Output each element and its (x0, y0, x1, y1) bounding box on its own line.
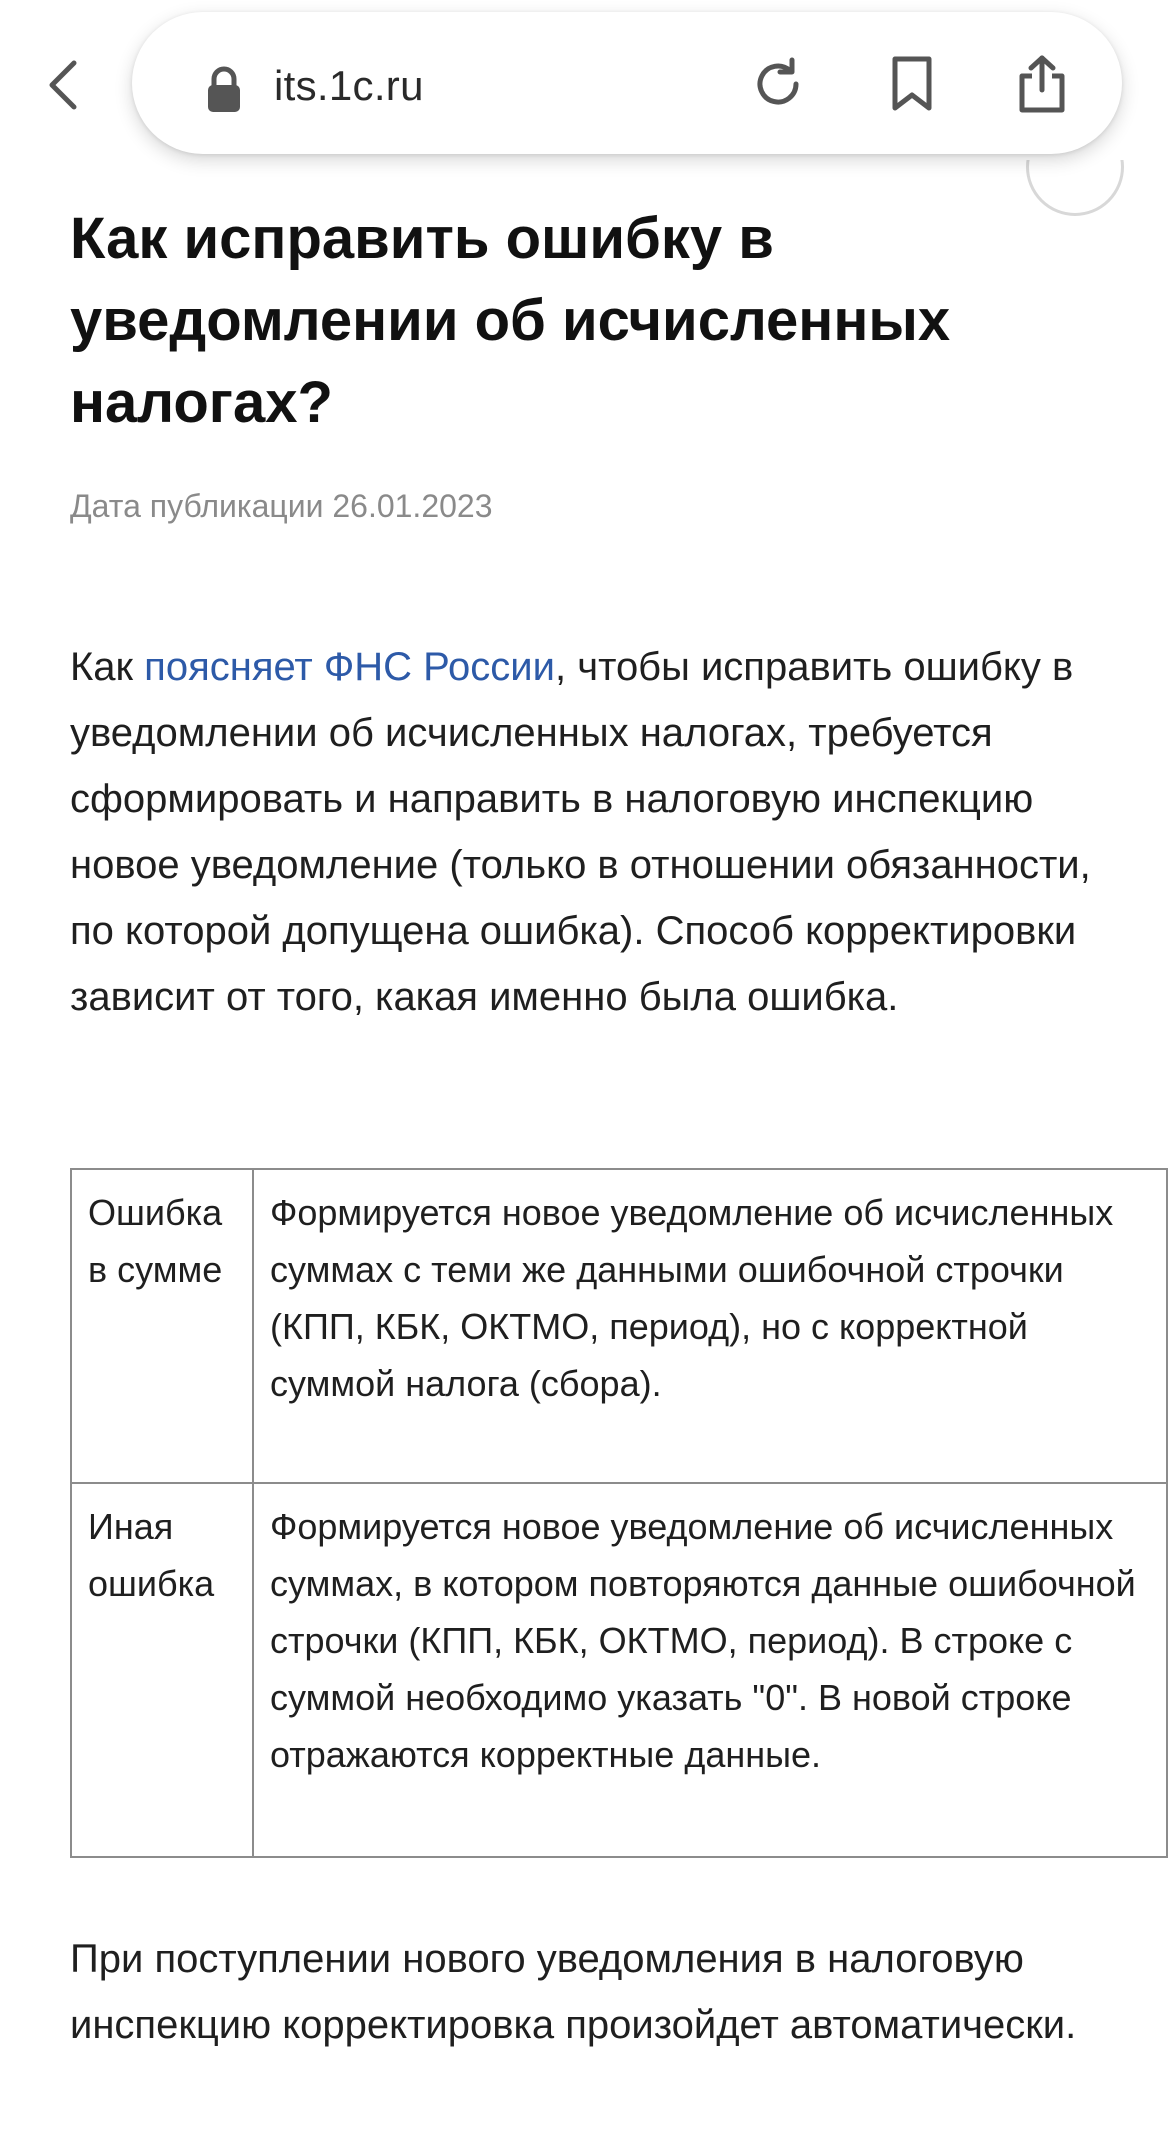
closing-paragraph: При поступлении нового уведомления в налоговую инспекцию корректировка произойдет автоматически. (70, 1937, 1077, 2047)
url-text[interactable]: its.1c.ru (274, 62, 424, 109)
intro-text-rest: , чтобы исправить ошибку в уведомлении об исчисленных налогах, требуется сформировать и направить в налоговую инспекцию новое уведомление (только в отношении обязанности, по которой допущена ошибка). Способ корректировки зависит от того, какая именно была ошибка. (70, 645, 1091, 1019)
error-type-cell: Ошибка в сумме (71, 1169, 253, 1483)
error-type-cell: Иная ошибка (71, 1483, 253, 1857)
correction-table (70, 1168, 1168, 1858)
chevron-left-icon (44, 55, 84, 115)
bookmark-button[interactable] (878, 50, 946, 118)
bookmark-icon (888, 55, 936, 113)
publication-date: Дата публикации 26.01.2023 (70, 488, 493, 524)
browser-toolbar (0, 0, 1170, 160)
intro-text-start: Как (70, 645, 145, 689)
fns-link[interactable]: поясняет ФНС России (144, 645, 555, 689)
correction-cell: Формируется новое уведомление об исчисленных суммах с теми же данными ошибочной строчки (КПП, КБК, ОКТМО, период), но с корректной суммой налога (сбора). (253, 1169, 1167, 1483)
share-icon (1016, 54, 1068, 114)
table-row (71, 1169, 1167, 1483)
lock-icon (204, 64, 244, 114)
reload-button[interactable] (744, 50, 812, 118)
article-title: Как исправить ошибку в уведомлении об исчисленных налогах? (70, 206, 951, 435)
correction-cell: Формируется новое уведомление об исчисленных суммах, в котором повторяются данные ошибочной строчки (КПП, КБК, ОКТМО, период). В строке с суммой необходимо указать "0". В новой строке отражаются корректные данные. (253, 1483, 1167, 1857)
table-row (71, 1483, 1167, 1857)
address-bar[interactable] (132, 12, 1122, 154)
intro-paragraph (70, 634, 1110, 1030)
reload-icon (750, 56, 806, 112)
share-button[interactable] (1008, 50, 1076, 118)
back-button[interactable] (36, 50, 92, 120)
